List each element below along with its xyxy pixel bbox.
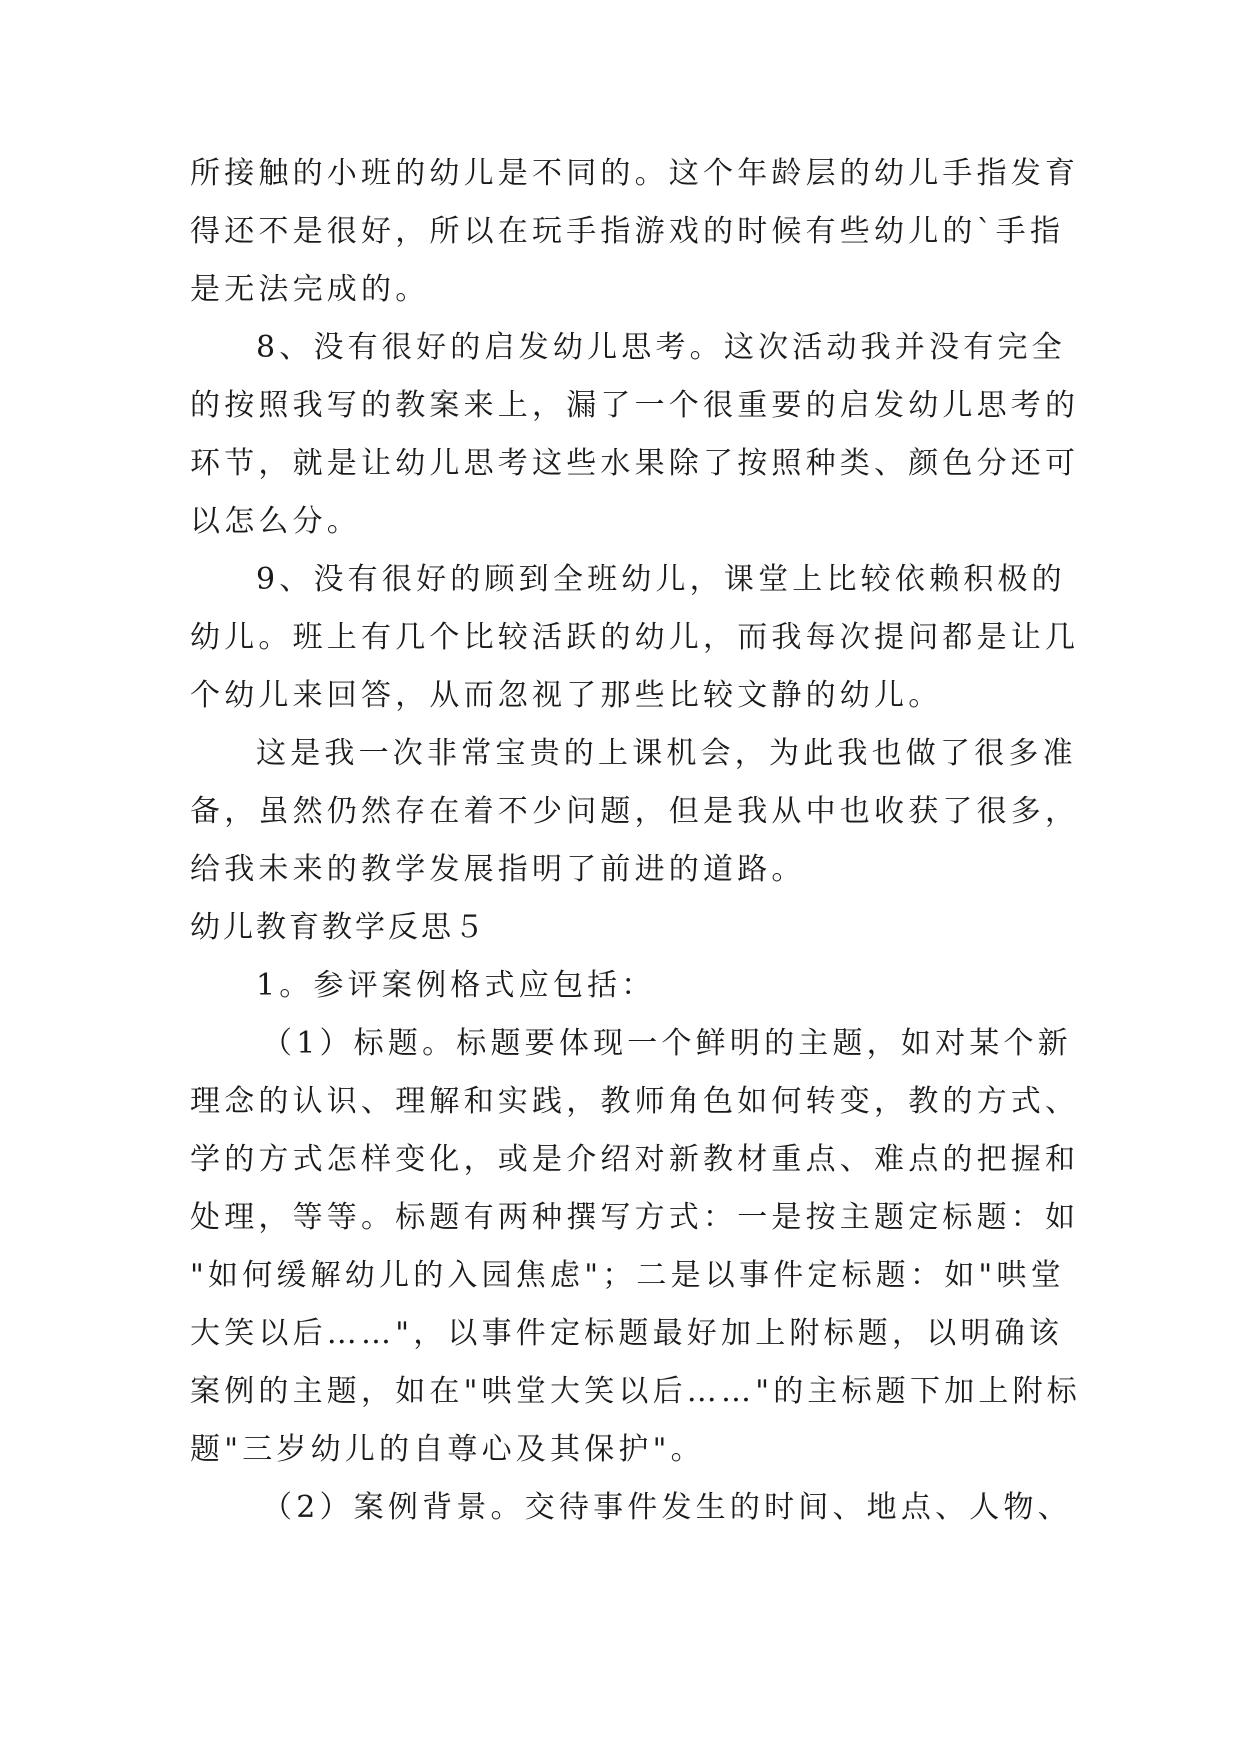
paragraph-line: 是无法完成的。 bbox=[190, 272, 430, 307]
paragraph-line: 给我未来的教学发展指明了前进的道路。 bbox=[190, 852, 806, 887]
paragraph-line: （2）案例背景。交待事件发生的时间、地点、人物、 bbox=[262, 1490, 1072, 1525]
paragraph-line: 的按照我写的教案来上，漏了一个很重要的启发幼儿思考的 bbox=[190, 388, 1080, 423]
paragraph-line: 幼儿。班上有几个比较活跃的幼儿，而我每次提问都是让几 bbox=[190, 620, 1080, 655]
paragraph-line: 备，虽然仍然存在着不少问题，但是我从中也收获了很多， bbox=[190, 794, 1080, 829]
paragraph-line: 题"三岁幼儿的自尊心及其保护"。 bbox=[190, 1432, 705, 1467]
paragraph-line: 个幼儿来回答，从而忽视了那些比较文静的幼儿。 bbox=[190, 678, 943, 713]
paragraph-line: 案例的主题，如在"哄堂大笑以后……"的主标题下加上附标 bbox=[190, 1374, 1081, 1409]
paragraph-line: 这是我一次非常宝贵的上课机会，为此我也做了很多准 bbox=[256, 736, 1077, 771]
paragraph-line: （1）标题。标题要体现一个鲜明的主题，如对某个新 bbox=[262, 1026, 1072, 1061]
paragraph-line: 8、没有很好的启发幼儿思考。这次活动我并没有完全 bbox=[256, 330, 1066, 365]
paragraph-line: 环节，就是让幼儿思考这些水果除了按照种类、颜色分还可 bbox=[190, 446, 1080, 481]
paragraph-line: 处理，等等。标题有两种撰写方式：一是按主题定标题：如 bbox=[190, 1200, 1080, 1235]
paragraph-line: 学的方式怎样变化，或是介绍对新教材重点、难点的把握和 bbox=[190, 1142, 1080, 1177]
paragraph-line: 1。参评案例格式应包括： bbox=[256, 968, 656, 1003]
paragraph-line: 以怎么分。 bbox=[190, 504, 361, 539]
section-heading: 幼儿教育教学反思５ bbox=[190, 910, 487, 945]
paragraph-line: 理念的认识、理解和实践，教师角色如何转变，教的方式、 bbox=[190, 1084, 1080, 1119]
paragraph-line: 得还不是很好，所以在玩手指游戏的时候有些幼儿的`手指 bbox=[190, 214, 1065, 249]
paragraph-line: 9、没有很好的顾到全班幼儿，课堂上比较依赖积极的 bbox=[256, 562, 1066, 597]
paragraph-line: "如何缓解幼儿的入园焦虑"；二是以事件定标题：如"哄堂 bbox=[190, 1258, 1065, 1293]
paragraph-line: 大笑以后……"，以事件定标题最好加上附标题，以明确该 bbox=[190, 1316, 1063, 1351]
paragraph-line: 所接触的小班的幼儿是不同的。这个年龄层的幼儿手指发育 bbox=[190, 156, 1080, 191]
